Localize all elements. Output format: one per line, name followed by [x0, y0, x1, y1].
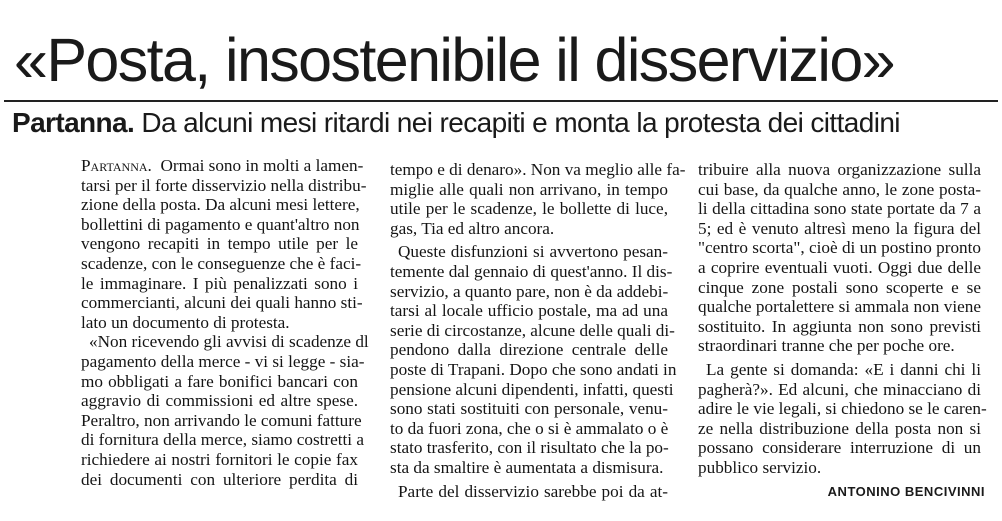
- text-line: bollettini di pagamento e quant'altro non: [81, 214, 360, 234]
- text-line: tarsi al locale ufficio postale, ma ad una: [390, 301, 668, 321]
- text-line: sta da smaltire è aumentata a dismisura.: [390, 457, 664, 477]
- text-line: cui base, da qualche anno, le zone posta-: [698, 179, 981, 199]
- text-line: adire le vie legali, si chiedono se le caren-: [698, 399, 987, 419]
- subhead-text: Da alcuni mesi ritardi nei recapiti e monta la protesta dei cittadini: [141, 107, 900, 138]
- text-line: «Non ricevendo gli avvisi di scadenze dl: [89, 332, 369, 352]
- dateline-place: Partanna.: [81, 156, 152, 175]
- text-line: Partanna. Ormai sono in molti a lamen-: [81, 156, 364, 175]
- text-line: Queste disfunzioni si avvertono pesan-: [398, 242, 668, 262]
- text-line: scadenze, con le conseguenze che è faci-: [81, 253, 362, 273]
- text-line: pagamento della merce - vi si legge - sia-: [81, 351, 365, 371]
- text-line: 5; ed è venuto altresì meno la figura del: [698, 218, 981, 238]
- text-line: tribuire alla nuova organizzazione sulla: [698, 160, 981, 179]
- article-column-1: [81, 156, 369, 489]
- subhead-place: Partanna.: [12, 107, 135, 138]
- text-line: zione della posta. Da alcuni mesi lettere,: [81, 195, 360, 215]
- text-line: dei documenti con ulteriore perdita di: [81, 469, 358, 489]
- text-line: to da fuori zona, che o si è ammalato o è: [390, 418, 669, 438]
- article-column-3: [698, 160, 987, 478]
- text-line: servizio, a quanto pare, non è da addebi-: [390, 281, 669, 301]
- article-byline: ANTONINO BENCIVINNI: [827, 484, 985, 499]
- text-line: sostituito. In aggiunta non sono previsti: [698, 316, 981, 336]
- headline-divider: [4, 100, 998, 102]
- text-line: qualche portalettere si ammala non viene: [698, 297, 981, 317]
- text-line: mo obbligati a fare bonifici bancari con: [81, 371, 358, 391]
- text-line: Parte del disservizio sarebbe poi da at-: [398, 481, 668, 501]
- text-line: richiedere ai nostri fornitori le copie fax: [81, 449, 358, 469]
- text-line: sono stati sostituiti con personale, venu-: [390, 399, 668, 419]
- text-line: le immaginare. I più penalizzati sono i: [81, 273, 358, 293]
- text-line: commercianti, alcuni dei quali hanno sti-: [81, 293, 363, 313]
- text-line: pensione alcuni dipendenti, infatti, questi: [390, 379, 674, 399]
- article-headline: «Posta, insostenibile il disservizio»: [14, 26, 894, 94]
- text-line: pagherà?». Ed alcuni, che minacciano di: [698, 379, 981, 399]
- text-line: a coprire eventuali vuoti. Oggi due delle: [698, 257, 981, 277]
- article-subheadline: [12, 105, 997, 141]
- text-line: di fornitura della merce, siamo costretti a: [81, 430, 365, 450]
- text-line: tempo e di denaro». Non va meglio alle fa-: [390, 160, 686, 179]
- text-line: possano considerare interruzione di un: [698, 438, 981, 458]
- text-line: "centro scorta", cioè di un postino pronto: [698, 238, 981, 258]
- text-line: poste di Trapani. Dopo che sono andati in: [390, 359, 677, 379]
- text-line: cinque zone postali sono scoperte e se: [698, 277, 981, 297]
- text-line: aggravio di commissioni ed altre spese.: [81, 391, 358, 411]
- text-line: La gente si domanda: «E i danni chi li: [706, 359, 981, 379]
- text-line: lato un documento di protesta.: [81, 312, 290, 332]
- text-line: stato trasferito, con il risultato che la po-: [390, 438, 669, 458]
- text-line: temente dal gennaio di quest'anno. Il dis-: [390, 261, 673, 281]
- text-line: serie di circostanze, alcune delle quali di-: [390, 320, 675, 340]
- text-line: vengono recapiti in tempo utile per le: [81, 234, 358, 254]
- text-line: straordinari tranne che per poche ore.: [698, 336, 955, 356]
- text-line: ze nella distribuzione della posta non si: [698, 418, 981, 438]
- text-line: gas, Tia ed altro ancora.: [390, 218, 555, 238]
- article-column-2: [390, 160, 686, 501]
- text-line: li della cittadina sono state portate da 7 a: [698, 199, 981, 219]
- text-line: pubblico servizio.: [698, 457, 822, 477]
- text-line: pendono dalla direzione centrale delle: [390, 340, 668, 360]
- text-line: miglie alle quali non arrivano, in tempo: [390, 179, 668, 199]
- text-line: utile per le scadenze, le bollette di luce,: [390, 199, 668, 219]
- text-line: tarsi per il forte disservizio nella distribu-: [81, 175, 367, 195]
- text-line: Peraltro, non arrivando le comuni fatture: [81, 410, 362, 430]
